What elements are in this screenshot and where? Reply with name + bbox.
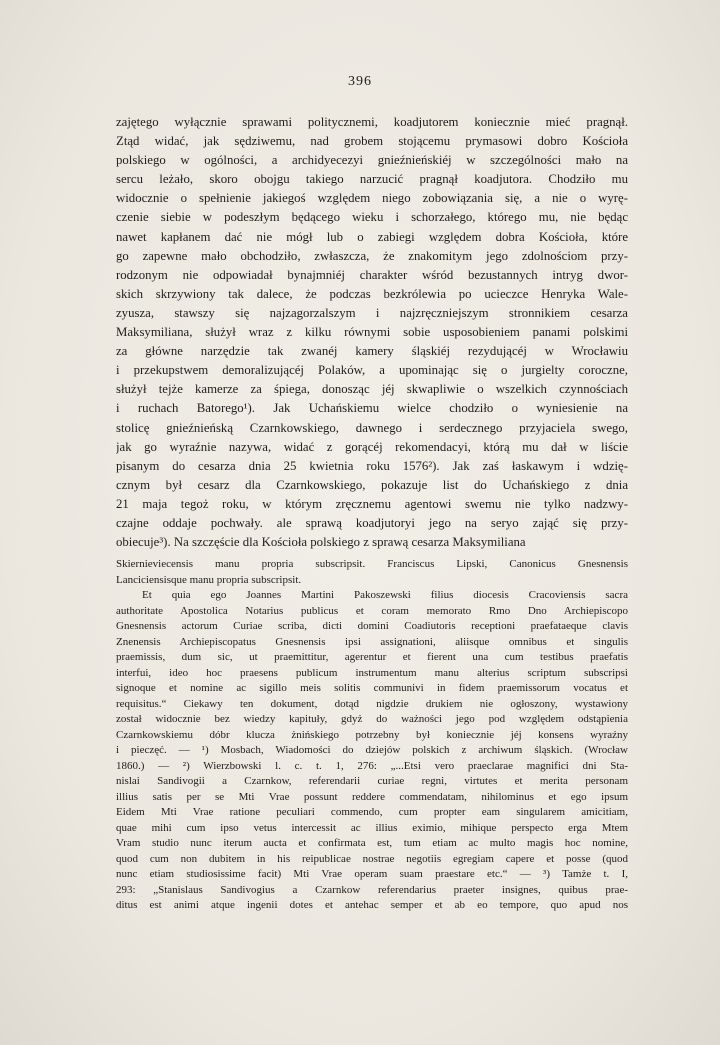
footnote-line: został widocznie bez wiedzy kapituły, gdyż do ważności jego pod względem odstąpienia	[116, 713, 628, 725]
main-text	[116, 113, 628, 552]
footnote-line: i pieczęć. — ¹) Mosbach, Wiadomości do dziejów polskich z archiwum śląskich. (Wrocław	[116, 744, 628, 756]
footnote-line: signoque et nomine ac sigillo meis solitis communivi in fidem praemissorum vocatus et	[116, 682, 628, 694]
page-number: 396	[348, 74, 372, 89]
footnote-line: nislai Sandivogii a Czarnkow, referendarii curiae regni, virtutes et merita personam	[116, 775, 628, 787]
main-text-line: pisanym do cesarza dnia 25 kwietnia roku 1576²). Jak zaś łaskawym i wdzię-	[116, 458, 628, 473]
footnote-line: ditus est animi atque ingenii dotes et antehac semper et ab eo tempore, quo apud nos	[116, 899, 628, 911]
footnote-line: Vram studio nunc iterum aucta et confirmata est, tum etiam ac multo magis hoc nomine,	[116, 837, 628, 849]
footnote-line: interfui, ideo hoc praesens publicum instrumentum manu alterius scriptum subscripsi	[116, 666, 628, 679]
footnote-line: Lanciciensisque manu propria subscripsit.	[116, 573, 302, 586]
main-text-line: zajętego wyłącznie sprawami politycznemi, koadjutorem koniecznie mieć pragnął.	[116, 115, 628, 129]
main-text-line: 21 maja tegoż roku, w którym zręcznemu agentowi swemu nie tylko nadzwy-	[116, 496, 628, 511]
main-text-line: i przekupstwem demoralizującéj Polaków, a upominając się o jurgielty coroczne,	[116, 363, 628, 378]
main-text-line: i ruchach Batorego¹). Jak Uchańskiemu wielce chodziło o wyniesienie na	[116, 401, 628, 416]
footnote-line: Eidem Mti Vrae ratione peculiari commendo, cum propter eam singularem amicitiam,	[116, 806, 628, 818]
main-text-line: zyusza, stawszy się najzagorzalszym i najzręczniejszym stronnikiem cesarza	[116, 305, 628, 320]
main-text-line: polskiego w ogólności, a archidyecezyi gnieźnieńskiéj w szczególności mało na	[116, 153, 628, 168]
main-text-line: służył tejże kamerze za śpiega, donosząc jéj skwapliwie o wszelkich czynnościach	[116, 382, 628, 397]
main-text-line: Ztąd widać, jak sędziwemu, nad grobem stojącemu prymasowi dobro Kościoła	[116, 134, 628, 149]
main-text-line: czajne oddaje pochwały. ale sprawą koadjutoryi jego na seryo zająć się przy-	[116, 515, 628, 530]
main-text-line: skich skrzywiony tak dalece, że podczas bezkrólewia po ucieczce Henryka Wale-	[116, 286, 628, 301]
main-text-line: czenie siebie w podeszłym będącego wieku i schorzałego, którego mu, nie będąc	[116, 210, 628, 225]
footnote-line: Et quia ego Joannes Martini Pakoszewski filius diocesis Cracoviensis sacra	[142, 589, 628, 601]
main-text-line: sercu leżało, skoro obojgu takiego narzucić pragnął koadjutora. Chodziło mu	[116, 172, 628, 187]
footnote-line: Skiernieviecensis manu propria subscripsit. Franciscus Lipski, Canonicus Gnesnensis	[116, 558, 628, 570]
main-text-line: Maksymiliana, służył wraz z kilku równymi sobie usposobieniem panami polskimi	[116, 325, 628, 340]
footnote-line: illius satis per se Mti Vrae possunt reddere commendatam, nihilominus et ego ipsum	[116, 790, 628, 803]
footnote-line: authoritate Apostolica Notarius publicus et coram memorato Rmo Dno Archiepiscopo	[116, 604, 628, 617]
footnote-line: quod cum non dubitem in his reipublicae nostrae negotiis egregiam capere et posse (quod	[116, 852, 628, 865]
footnote-line: nunc etiam studiosissime facit) Mti Vrae operam suam praestare etc.“ — ³) Tamże t. I,	[116, 868, 628, 880]
main-text-line: go zapewne mało obchodziło, zwłaszcza, że znakomitym jego zdolnościom przy-	[116, 248, 628, 263]
footnote-line: 293: „Stanislaus Sandivogius a Czarnkow referendarius praeter insignes, quibus prae-	[116, 883, 628, 896]
main-text-line: obiecuje³). Na szczęście dla Kościoła polskiego z sprawą cesarza Maksymiliana	[116, 535, 526, 550]
footnote-line: Czarnkowskiemu dóbr klucza żnińskiego potrzebny był koniecznie jéj konsens wyraźny	[116, 728, 628, 741]
main-text-line: nawet kapłanem dać nie mógł lub o zabiegi względem dobra Kościoła, które	[116, 229, 628, 244]
footnote-line: praemissis, dum sic, ut praemittitur, agerentur et fierent una cum testibus praefatis	[116, 651, 628, 663]
footnote-line: requisitus.“ Ciekawy ten dokument, dotąd nigdzie drukiem nie ogłoszony, wystawiony	[116, 697, 628, 710]
main-text-line: widocznie o spełnienie jakiegoś względem niego zobowiązania się, a nie o wyrę-	[116, 191, 628, 206]
main-text-line: jak go wyraźnie nazywa, widać z gorącéj rekomendacyi, którą mu dał w liście	[116, 439, 628, 454]
main-text-line: stolicę gnieźnieńską Czarnkowskiego, dawnego i serdecznego przyjaciela swego,	[116, 420, 628, 435]
main-text-line: za główne narzędzie tak zwanéj kamery śląskiéj rezydującéj w Wrocławiu	[116, 344, 628, 359]
footnote-line: quae mihi cum ipso vetus intercessit ac illius eximio, mihique perspecto erga Mtem	[116, 821, 628, 834]
footnote-line: 1860.) — ²) Wierzbowski l. c. t. 1, 276: „...Etsi vero praeclarae magnifici dni Sta-	[116, 759, 628, 772]
footnotes	[116, 557, 628, 914]
main-text-line: cznym był cesarz dla Czarnkowskiego, pokazuje list do Uchańskiego z dnia	[116, 477, 628, 492]
footnote-line: Gnesnensis actorum Curiae scriba, dicti domini Coadiutoris receptioni praefataeque clavis	[116, 620, 628, 632]
footnote-line: Znenensis Archiepiscopatus Gnesnensis ipsi assignationi, aliisque omnibus et singulis	[116, 635, 628, 648]
main-text-line: rodzonym nie odpowiadał bynajmniéj charakter wśród bezustannych intryg dwor-	[116, 267, 628, 282]
